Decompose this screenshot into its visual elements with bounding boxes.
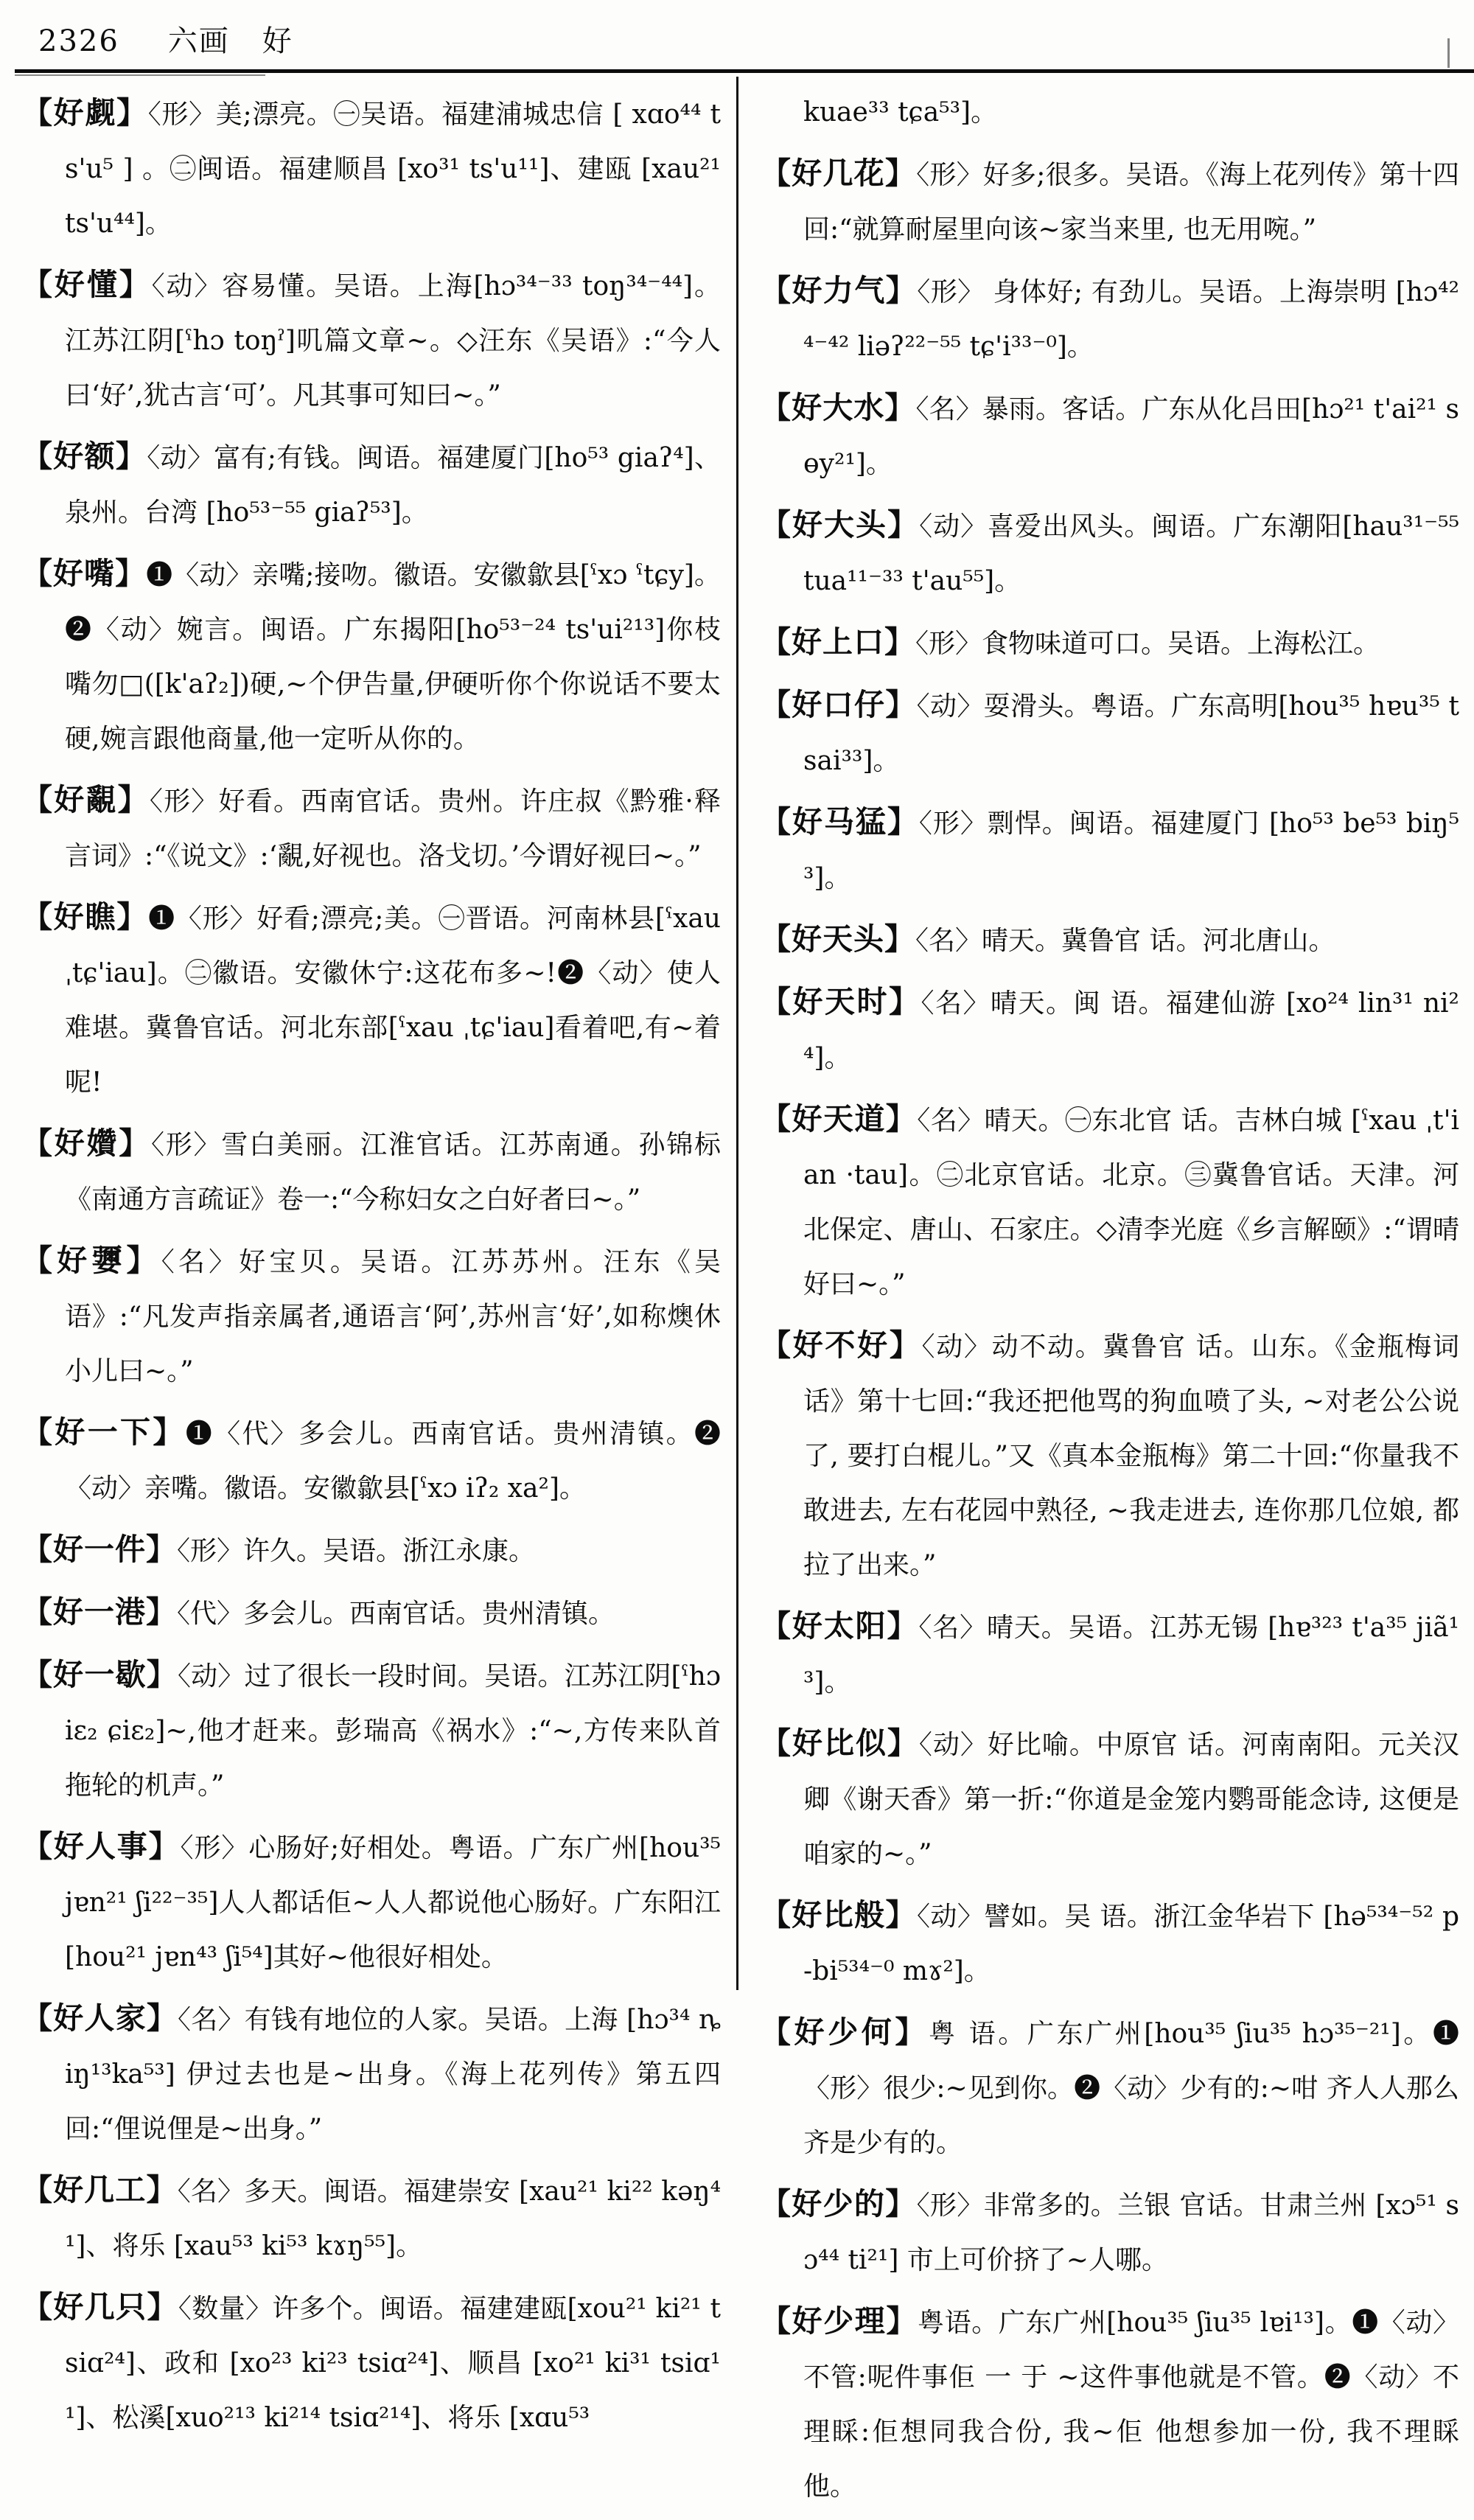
entry-headword: 【好大头】	[761, 507, 920, 542]
entry-body: 〈名〉多天。闽语。福建崇安 [xau²¹ ki²² kəŋ⁴¹]、将乐 [xau⁵³ ki⁵³ kɤŋ⁵⁵]。	[65, 2177, 721, 2261]
entry-headword: 【好一港】	[22, 1594, 177, 1630]
entry-body: 〈形〉 身体好; 有劲儿。吴语。上海崇明 [hɔ⁴²⁴⁻⁴² liəʔ²²⁻⁵⁵ tɕ'i³³⁻⁰]。	[803, 277, 1460, 362]
entry-headword: 【好人家】	[22, 2000, 178, 2036]
dict-entry	[761, 498, 1459, 609]
dict-entry	[22, 2280, 721, 2446]
entry-body: 〈形〉食物味道可口。吴语。上海松江。	[915, 629, 1380, 659]
entry-body: 〈代〉多会儿。西南官话。贵州清镇。	[177, 1599, 615, 1629]
entry-body: 〈名〉好宝贝。吴语。江苏苏州。汪东《吴语》:“凡发声指亲属者,通语言‘阿’,苏州言‘好’,如称燠休小儿曰~。”	[65, 1247, 721, 1386]
entry-headword: 【好比似】	[761, 1725, 919, 1761]
entry-headword: 【好几工】	[22, 2172, 178, 2207]
entry-headword: 【好瞧】	[22, 899, 149, 935]
dict-entry	[761, 912, 1459, 968]
entry-headword: 【好上口】	[761, 624, 915, 660]
entry-body: 〈名〉有钱有地位的人家。吴语。上海 [hɔ³⁴ ȵiŋ¹³ka⁵³] 伊过去也是~出身。《海上花列传》第五四回:“俚说俚是~出身。”	[65, 2005, 721, 2144]
entry-body: 〈动〉好比喻。中原官 话。河南南阳。元关汉卿《谢天香》第一折:“你道是金笼内鹦哥能念诗, 这便是咱家的~。”	[803, 1730, 1460, 1869]
entry-body: 〈动〉动不动。冀鲁官 话。山东。《金瓶梅词话》第十七回:“我还把他骂的狗血喷了头, ~对老公公说了, 要打白棍儿。”又《真本金瓶梅》第二十回:“你量我不敢进去, 左右花园中熟径, ~我走进去, 连你那几位娘, 都拉了出来。”	[803, 1332, 1459, 1580]
entry-headword: 【好比般】	[761, 1897, 917, 1933]
entry-body: 〈形〉美;漂亮。㊀吴语。福建浦城忠信 [ xɑo⁴⁴ ts'u⁵ ] 。㊁闽语。福建顺昌 [xo³¹ ts'u¹¹]、建瓯 [xau²¹ ts'u⁴⁴]。	[65, 100, 722, 239]
entry-body: ❶〈动〉亲嘴;接吻。徽语。安徽歙县[ˤxɔ ˤtɕy]。❷〈动〉婉言。闽语。广东揭阳[ho⁵³⁻²⁴ ts'ui²¹³]你枝嘴勿□([k'aʔ₂])硬,~个伊告量,伊硬听你个你说话不要太硬,婉言跟他商量,他一定听从你的。	[65, 560, 722, 754]
dict-entry	[22, 1647, 721, 1813]
entry-headword: 【好太阳】	[761, 1608, 919, 1644]
dict-entry	[22, 257, 721, 423]
dict-entry	[22, 772, 721, 884]
left-column	[22, 85, 721, 2451]
dict-entry	[761, 263, 1459, 374]
entry-headword: 【好天时】	[761, 984, 921, 1019]
dict-entry	[761, 1599, 1459, 1710]
page-number: 2326	[38, 24, 119, 58]
entry-headword: 【好一件】	[22, 1532, 177, 1567]
dict-entry	[761, 795, 1459, 906]
entry-headword: 【好人事】	[22, 1829, 181, 1864]
entry-body: 粤 语。广东广州[hou³⁵ ʃiu³⁵ hɔ³⁵⁻²¹]。❶〈形〉很少:~见到你。❷〈动〉少有的:~咁 齐人人那么齐是少有的。	[803, 2019, 1459, 2158]
entry-headword: 【好口仔】	[761, 687, 917, 722]
entry-body: 〈形〉剽悍。闽语。福建厦门 [ho⁵³ be⁵³ biŋ⁵³]。	[803, 809, 1459, 893]
dict-entry	[761, 1716, 1459, 1882]
dict-entry	[22, 2163, 721, 2274]
entry-body: 〈名〉暴雨。客话。广东从化吕田[hɔ²¹ t'ai²¹ sɵy²¹]。	[803, 394, 1459, 479]
dict-entry	[22, 1405, 721, 1516]
dict-entry	[761, 677, 1459, 789]
entry-body: 〈形〉好看。西南官话。贵州。许庄叔《黔雅·释言词》:“《说文》:‘覶,好视也。洛戈切。’今谓好视曰~。”	[65, 786, 721, 871]
entry-headword: 【好嘴】	[22, 556, 147, 591]
dict-entry	[22, 1522, 721, 1579]
dict-entry	[22, 890, 721, 1110]
entry-headword: 【好几花】	[761, 156, 917, 191]
dict-entry	[22, 1819, 721, 1985]
entry-headword: 【好力气】	[761, 273, 918, 308]
column-divider	[736, 77, 738, 1990]
entry-body: 〈动〉富有;有钱。闽语。福建厦门[ho⁵³ giaʔ⁴]、泉州。台湾 [ho⁵³⁻⁵⁵ giaʔ⁵³]。	[65, 443, 722, 528]
entry-body: 〈形〉许久。吴语。浙江永康。	[177, 1536, 536, 1566]
dict-entry	[22, 1233, 721, 1399]
scan-artifact-mark	[1447, 38, 1450, 68]
dict-entry	[761, 146, 1459, 257]
section-label: 六画	[167, 24, 230, 58]
dict-entry	[22, 1116, 721, 1227]
dict-entry	[761, 2177, 1459, 2288]
dict-entry	[761, 380, 1459, 492]
entry-body: 〈形〉心肠好;好相处。粤语。广东广州[hou³⁵ jɐn²¹ ʃi²²⁻³⁵]人人都话佢~人人都说他心肠好。广东阳江[hou²¹ jɐn⁴³ ʃi⁵⁴]其好~他很好相处。	[65, 1833, 721, 1972]
entry-body: 〈名〉晴天。吴语。江苏无锡 [hɐ³²³ t'a³⁵ jiã¹³]。	[803, 1613, 1459, 1697]
entry-body: 粤语。广东广州[hou³⁵ ʃiu³⁵ lɐi¹³]。❶〈动〉不管:呢件事佢 一 于 ~这件事他就是不管。❷〈动〉不理睬:佢想同我合份, 我~佢 他想参加一份, 我不理睬他。	[803, 2308, 1460, 2502]
entry-headword: 【好马猛】	[761, 804, 919, 840]
dict-entry	[761, 2294, 1459, 2514]
dict-entry	[761, 1092, 1459, 1312]
entry-headword: 【好觑】	[22, 95, 148, 130]
header-rule	[15, 69, 1474, 73]
entry-headword: 【好少何】	[761, 2014, 929, 2050]
entry-body: kuae³³ tɕa⁵³]。	[803, 97, 998, 128]
entry-body: 〈名〉晴天。冀鲁官 话。河北唐山。	[915, 926, 1335, 956]
entry-headword: 【好一下】	[22, 1414, 186, 1450]
entry-headword: 【好几只】	[22, 2289, 178, 2325]
entry-headword: 【好少的】	[761, 2186, 917, 2221]
entry-headword: 【好大水】	[761, 390, 916, 425]
entry-headword: 【好天头】	[761, 921, 915, 957]
entry-body: 〈数量〉许多个。闽语。福建建瓯[xou²¹ ki²¹ tsiɑ²⁴]、政和 [xo²³ ki²³ tsiɑ²⁴]、顺昌 [xo²¹ ki³¹ tsiɑ¹¹]、松溪[xuo²¹³ ki²¹⁴ tsiɑ²¹⁴]、将乐 [xɑu⁵³	[65, 2294, 721, 2433]
dict-entry	[761, 1888, 1459, 1999]
entry-headword: 【好少理】	[761, 2303, 918, 2339]
head-character: 好	[262, 24, 293, 58]
entry-headword: 【好㜷】	[22, 1243, 161, 1278]
entry-body: 〈动〉过了很长一段时间。吴语。江苏江阴[ˤhɔ iɛ₂ ɕiɛ₂]~,他才赶来。彭瑞高《祸水》:“~,方传来队首拖轮的机声。”	[65, 1661, 721, 1801]
dict-entry	[761, 2005, 1459, 2171]
entry-body: 〈名〉晴天。㊀东北官 话。吉林白城 [ˤxau ˌt'ian ·tau]。㊁北京官话。北京。㊂冀鲁官话。天津。河北保定、唐山、石家庄。◇清李光庭《乡言解颐》:“谓晴好曰~。”	[803, 1106, 1459, 1299]
dict-entry	[761, 1318, 1459, 1593]
entry-body: 〈形〉雪白美丽。江淮官话。江苏南通。孙锦标《南通方言疏证》卷一:“今称妇女之白好者曰~。”	[65, 1130, 721, 1215]
dict-entry	[761, 615, 1459, 671]
entry-body: 〈动〉容易懂。吴语。上海[hɔ³⁴⁻³³ toŋ³⁴⁻⁴⁴]。江苏江阴[ˤhɔ toŋˀ]叽篇文章~。◇汪东《吴语》:“今人曰‘好’,犹古言‘可’。凡其事可知曰~。”	[65, 271, 722, 411]
entry-headword: 【好㜺】	[22, 1125, 151, 1161]
entry-body: 〈动〉耍滑头。粤语。广东高明[hou³⁵ hɐu³⁵ tsai³³]。	[803, 691, 1459, 776]
dict-entry	[761, 974, 1459, 1086]
dict-entry	[22, 429, 721, 540]
dict-entry	[22, 1991, 721, 2157]
entry-body: ❶〈代〉多会儿。西南官话。贵州清镇。❷〈动〉亲嘴。徽语。安徽歙县[ˤxɔ iʔ₂ xa²]。	[65, 1419, 721, 1504]
dict-entry	[22, 85, 721, 251]
entry-body: 〈名〉晴天。闽 语。福建仙游 [xo²⁴ lin³¹ ni²⁴]。	[803, 988, 1459, 1073]
dict-entry	[22, 546, 721, 767]
entry-body: 〈形〉非常多的。兰银 官话。甘肃兰州 [xɔ⁵¹ sɔ⁴⁴ ti²¹] 市上可价挤了~人哪。	[803, 2191, 1459, 2275]
entry-headword: 【好懂】	[22, 267, 152, 302]
entry-headword: 【好覶】	[22, 782, 150, 817]
entry-headword: 【好天道】	[761, 1101, 918, 1137]
page-header	[38, 18, 293, 60]
entry-headword: 【好一歇】	[22, 1657, 178, 1692]
dict-entry	[761, 85, 1459, 140]
right-column	[761, 85, 1459, 2520]
entry-headword: 【好额】	[22, 439, 147, 474]
dict-entry	[22, 1585, 721, 1641]
entry-headword: 【好不好】	[761, 1327, 922, 1363]
entry-body: ❶〈形〉好看;漂亮;美。㊀晋语。河南林县[ˤxau ˌtɕ'iau]。㊁徽语。安徽休宁:这花布多~!❷〈动〉使人难堪。冀鲁官话。河北东部[ˤxau ˌtɕ'iau]看着吧,有~着呢!	[65, 904, 721, 1097]
entry-body: 〈动〉喜爱出风头。闽语。广东潮阳[hau³¹⁻⁵⁵ tua¹¹⁻³³ t'au⁵⁵]。	[803, 512, 1459, 596]
entry-body: 〈动〉譬如。吴 语。浙江金华岩下 [hə⁵³⁴⁻⁵² p-bi⁵³⁴⁻⁰ mɤ²]。	[803, 1902, 1460, 1986]
entry-body: 〈形〉好多;很多。吴语。《海上花列传》第十四回:“就算耐屋里向该~家当来里, 也无用啘。”	[803, 160, 1460, 245]
